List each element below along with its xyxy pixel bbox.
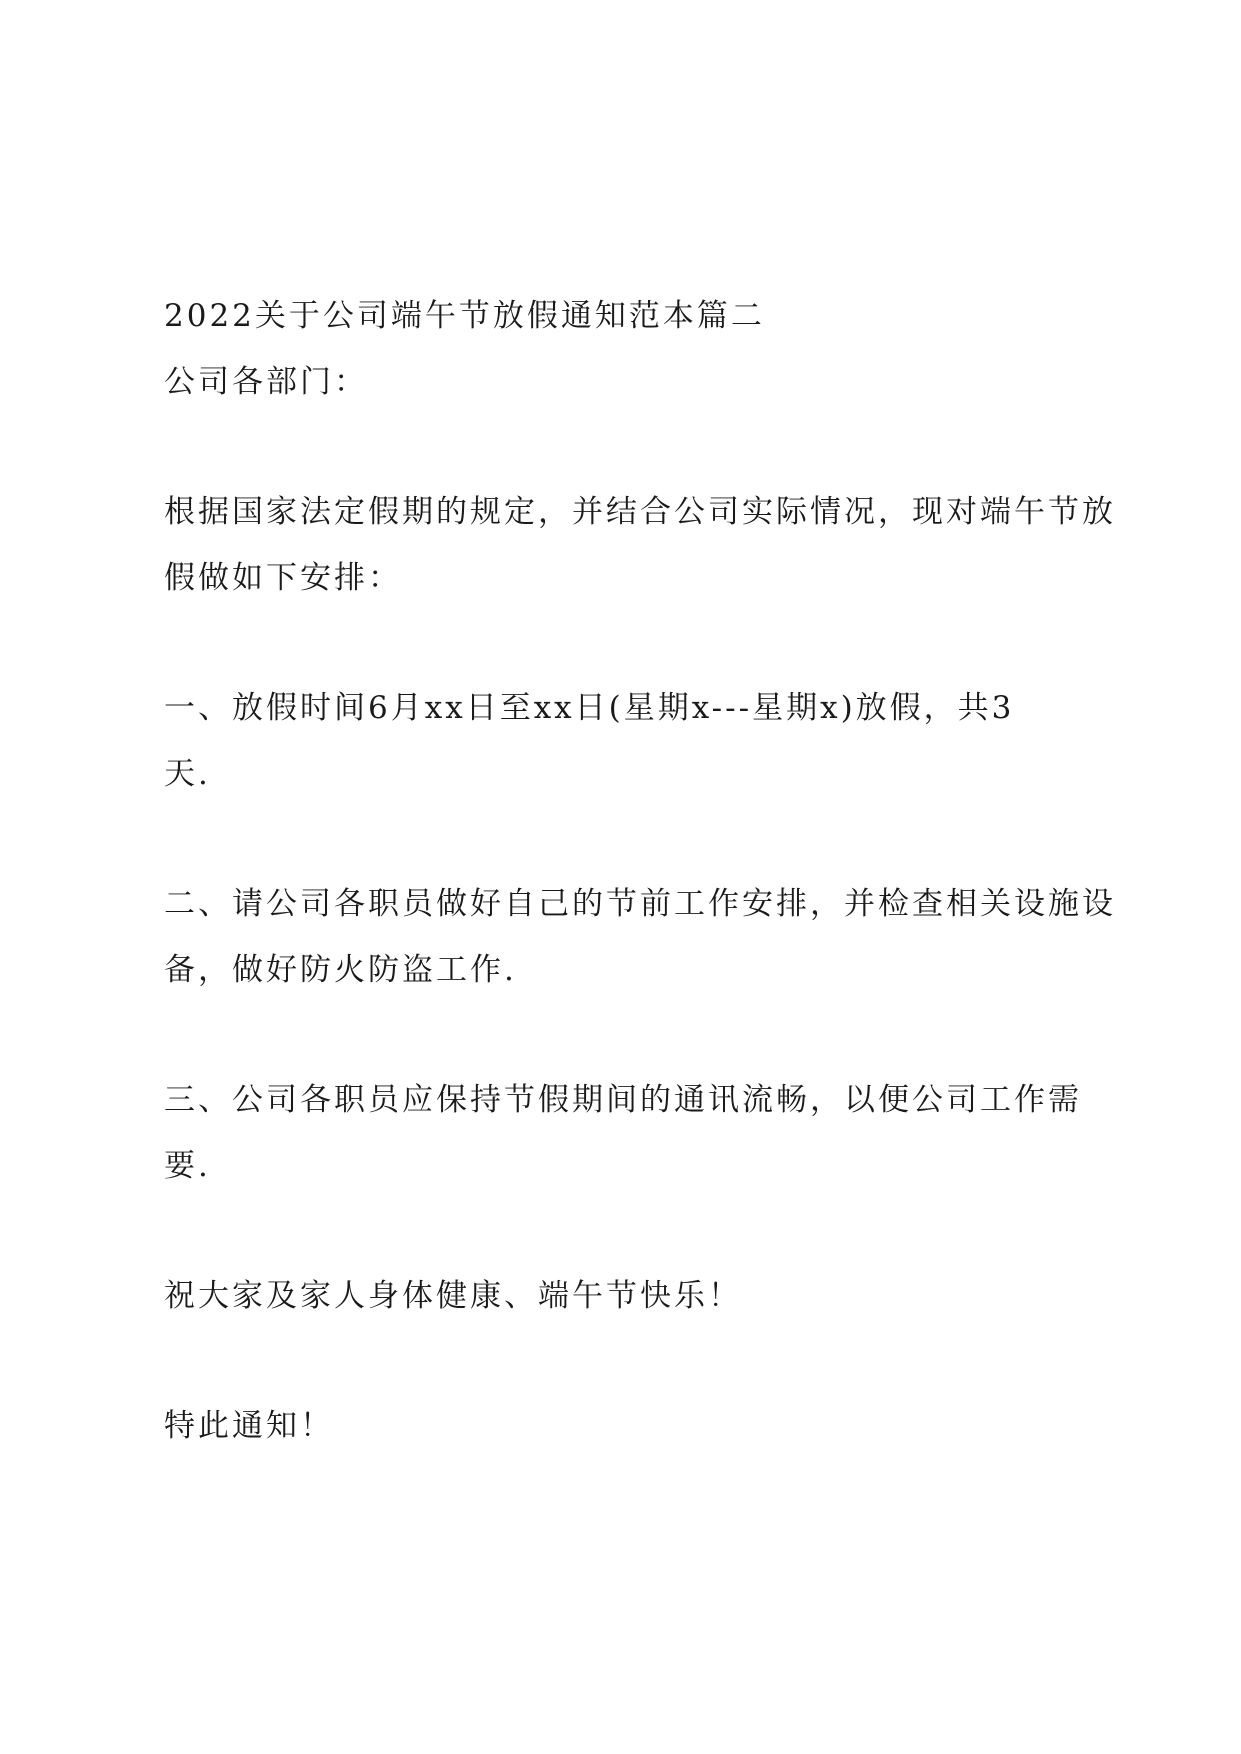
wishes: 祝大家及家人身体健康、端午节快乐！: [164, 1278, 742, 1314]
item-1-line-1: 一、放假时间6月xx日至xx日(星期x---星期x)放假，共3: [164, 690, 1015, 726]
item-3-line-1: 三、公司各职员应保持节假期间的通讯流畅，以便公司工作需: [164, 1082, 1082, 1118]
item-3-line-2: 要.: [164, 1148, 211, 1184]
item-2-line-1: 二、请公司各职员做好自己的节前工作安排，并检查相关设施设: [164, 886, 1116, 922]
document-title: 2022关于公司端午节放假通知范本篇二: [164, 298, 765, 334]
salutation: 公司各部门：: [164, 364, 368, 400]
intro-line-1: 根据国家法定假期的规定，并结合公司实际情况，现对端午节放: [164, 494, 1116, 530]
item-1-line-2: 天.: [164, 756, 211, 792]
closing: 特此通知！: [164, 1408, 334, 1444]
intro-line-2: 假做如下安排：: [164, 560, 402, 596]
item-2-line-2: 备，做好防火防盗工作.: [164, 952, 517, 988]
